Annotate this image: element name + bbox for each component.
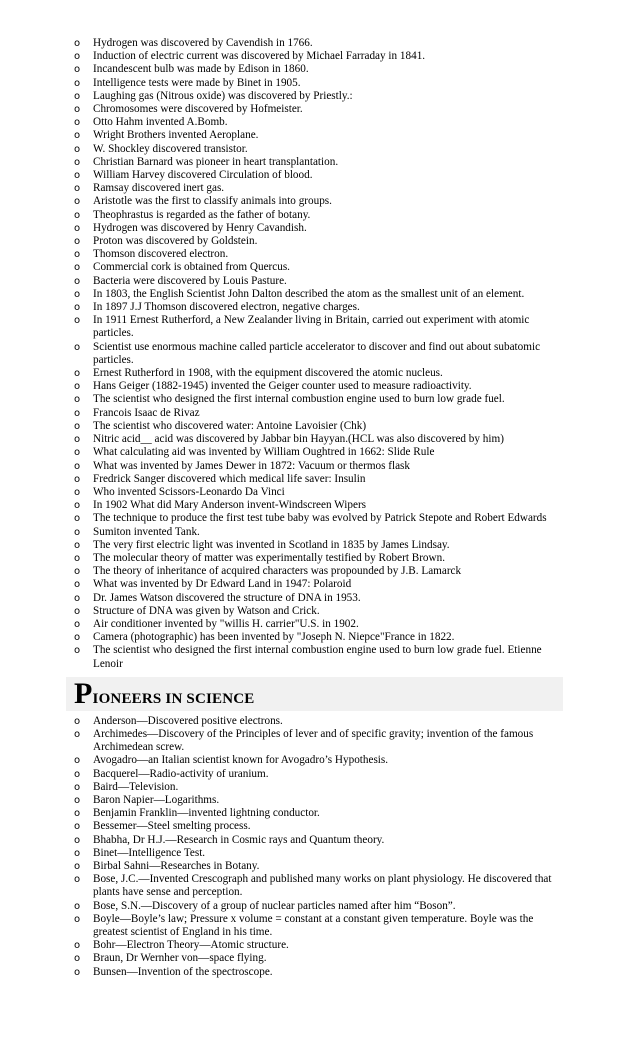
- bullet-icon: o: [74, 262, 81, 274]
- list-item: [74, 794, 560, 807]
- list-item: [74, 913, 560, 939]
- bullet-icon: o: [74, 368, 81, 380]
- list-item-text: Fredrick Sanger discovered which medical life saver: Insulin: [93, 472, 366, 485]
- list-item-text: Camera (photographic) has been invented by "Joseph N. Niepce"France in 1822.: [93, 631, 455, 644]
- bullet-icon: o: [74, 170, 81, 182]
- list-item: [74, 715, 560, 728]
- list-item: [74, 380, 560, 393]
- list-item: [74, 143, 560, 156]
- list-item-text: The molecular theory of matter was experimentally testified by Robert Brown.: [93, 551, 445, 564]
- list-item-text: Ramsay discovered inert gas.: [93, 182, 225, 195]
- list-item-text: Avogadro—an Italian scientist known for Avogadro’s Hypothesis.: [93, 754, 389, 767]
- bullet-icon: o: [74, 913, 81, 925]
- list-item-text: Ernest Rutherford in 1908, with the equipment discovered the atomic nucleus.: [93, 367, 443, 380]
- bullet-icon: o: [74, 605, 81, 617]
- list-item-text: Bunsen—Invention of the spectroscope.: [93, 965, 273, 978]
- bullet-icon: o: [74, 728, 81, 740]
- bullet-icon: o: [74, 794, 81, 806]
- bullet-icon: o: [74, 341, 81, 353]
- heading-rest: IONEERS IN SCIENCE: [92, 690, 255, 707]
- list-item-text: Incandescent bulb was made by Edison in 1860.: [93, 63, 309, 76]
- list-item-text: What was invented by James Dewer in 1872: Vacuum or thermos flask: [93, 459, 411, 472]
- list-item-text: Dr. James Watson discovered the structure of DNA in 1953.: [93, 591, 361, 604]
- list-item-text: Christian Barnard was pioneer in heart transplantation.: [93, 155, 339, 168]
- list-item: [74, 952, 560, 965]
- list-item-text: Proton was discovered by Goldstein.: [93, 235, 258, 248]
- list-item-text: The scientist who designed the first internal combustion engine used to burn low grade fuel. Etienne Lenoir: [93, 644, 542, 670]
- list-item-text: Braun, Dr Wernher von—space flying.: [93, 952, 267, 965]
- list-item-text: Wright Brothers invented Aeroplane.: [93, 129, 259, 142]
- list-item: [74, 156, 560, 169]
- list-item-text: In 1902 What did Mary Anderson invent-Windscreen Wipers: [93, 499, 367, 512]
- list-item: [74, 834, 560, 847]
- bullet-icon: o: [74, 51, 81, 63]
- list-item-text: Baird—Television.: [93, 780, 179, 793]
- list-item: [74, 578, 560, 591]
- list-item: [74, 63, 560, 76]
- list-item-text: Structure of DNA was given by Watson and Crick.: [93, 604, 320, 617]
- list-item-text: Hydrogen was discovered by Henry Cavandish.: [93, 221, 307, 234]
- list-item-text: Boyle—Boyle’s law; Pressure x volume = constant at a constant given temperature. Boyle was the greatest scientist of England in his time.: [93, 912, 534, 938]
- bullet-icon: o: [74, 183, 81, 195]
- list-item: [74, 182, 560, 195]
- list-item-text: Hans Geiger (1882-1945) invented the Geiger counter used to measure radioactivity.: [93, 380, 472, 393]
- list-item: [74, 103, 560, 116]
- list-item: [74, 169, 560, 182]
- list-item-text: Sumiton invented Tank.: [93, 525, 200, 538]
- list-item-text: Bhabha, Dr H.J.—Research in Cosmic rays and Quantum theory.: [93, 833, 385, 846]
- bullet-icon: o: [74, 447, 81, 459]
- list-item-text: Baron Napier—Logarithms.: [93, 793, 220, 806]
- list-item: [74, 341, 560, 367]
- bullet-icon: o: [74, 64, 81, 76]
- list-item-text: Bose, J.C.—Invented Crescograph and published many works on plant physiology. He discovered that plants have sense and perception.: [93, 873, 552, 899]
- list-item: [74, 288, 560, 301]
- list-item-text: The technique to produce the first test tube baby was evolved by Patrick Stepote and Robert Edwards: [93, 512, 547, 525]
- list-item: [74, 50, 560, 63]
- list-item-text: Intelligence tests were made by Binet in 1905.: [93, 76, 301, 89]
- list-item: [74, 473, 560, 486]
- list-item: [74, 77, 560, 90]
- bullet-icon: o: [74, 288, 81, 300]
- list-item: [74, 235, 560, 248]
- list-item-text: Laughing gas (Nitrous oxide) was discovered by Priestly.:: [93, 89, 353, 102]
- bullet-icon: o: [74, 808, 81, 820]
- bullet-icon: o: [74, 486, 81, 498]
- bullet-icon: o: [74, 953, 81, 965]
- list-item-text: In 1897 J.J Thomson discovered electron, negative charges.: [93, 301, 360, 314]
- list-item-text: Induction of electric current was discovered by Michael Farraday in 1841.: [93, 50, 426, 63]
- bullet-icon: o: [74, 552, 81, 564]
- list-item: [74, 820, 560, 833]
- bullet-icon: o: [74, 222, 81, 234]
- bullet-icon: o: [74, 434, 81, 446]
- list-item-text: Thomson discovered electron.: [93, 248, 229, 261]
- list-item: [74, 275, 560, 288]
- list-item: [74, 847, 560, 860]
- bullet-icon: o: [74, 860, 81, 872]
- bullet-icon: o: [74, 302, 81, 314]
- list-item: [74, 446, 560, 459]
- bullet-icon: o: [74, 196, 81, 208]
- bullet-icon: o: [74, 834, 81, 846]
- list-item: [74, 116, 560, 129]
- list-item-text: Francois Isaac de Rivaz: [93, 406, 200, 419]
- bullet-icon: o: [74, 209, 81, 221]
- list-item-text: Otto Hahm invented A.Bomb.: [93, 116, 228, 129]
- list-item: [74, 966, 560, 979]
- bullet-icon: o: [74, 420, 81, 432]
- list-item-text: Anderson—Discovered positive electrons.: [93, 714, 283, 727]
- list-item-text: William Harvey discovered Circulation of blood.: [93, 169, 313, 182]
- list-item: [74, 314, 560, 340]
- bullet-icon: o: [74, 847, 81, 859]
- bullet-icon: o: [74, 874, 81, 886]
- bullet-icon: o: [74, 143, 81, 155]
- list-item: [74, 605, 560, 618]
- list-item-text: Hydrogen was discovered by Cavendish in 1766.: [93, 37, 313, 49]
- list-item-text: Benjamin Franklin—invented lightning conductor.: [93, 807, 320, 820]
- list-item: [74, 129, 560, 142]
- list-item-text: Air conditioner invented by "willis H. carrier"U.S. in 1902.: [93, 617, 359, 630]
- list-item-text: Birbal Sahni—Researches in Botany.: [93, 859, 260, 872]
- bullet-icon: o: [74, 90, 81, 102]
- bullet-icon: o: [74, 579, 81, 591]
- list-item-text: Aristotle was the first to classify animals into groups.: [93, 195, 332, 208]
- bullet-icon: o: [74, 513, 81, 525]
- list-item: [74, 486, 560, 499]
- list-item-text: Bacquerel—Radio-activity of uranium.: [93, 767, 269, 780]
- list-item-text: Bacteria were discovered by Louis Pasture.: [93, 274, 287, 287]
- list-item: [74, 565, 560, 578]
- bullet-icon: o: [74, 315, 81, 327]
- list-item-text: Binet—Intelligence Test.: [93, 846, 206, 859]
- bullet-icon: o: [74, 473, 81, 485]
- list-item: [74, 499, 560, 512]
- list-item: [74, 526, 560, 539]
- list-item-text: The theory of inheritance of acquired characters was propounded by J.B. Lamarck: [93, 565, 462, 578]
- list-item: [74, 644, 560, 670]
- list-item: [74, 209, 560, 222]
- bullet-icon: o: [74, 526, 81, 538]
- bullet-icon: o: [74, 236, 81, 248]
- bullet-icon: o: [74, 249, 81, 261]
- bullet-icon: o: [74, 500, 81, 512]
- bullet-icon: o: [74, 104, 81, 116]
- list-item: [74, 407, 560, 420]
- list-item: [74, 592, 560, 605]
- list-item: [74, 873, 560, 899]
- list-item: [74, 90, 560, 103]
- list-item: [74, 860, 560, 873]
- bullet-icon: o: [74, 645, 81, 657]
- list-item-text: Who invented Scissors-Leonardo Da Vinci: [93, 485, 285, 498]
- list-item-text: Theophrastus is regarded as the father of botany.: [93, 208, 311, 221]
- list-item-text: In 1911 Ernest Rutherford, a New Zealander living in Britain, carried out experiment with atomic particles.: [93, 314, 530, 340]
- bullet-icon: o: [74, 715, 81, 727]
- bullet-icon: o: [74, 940, 81, 952]
- bullet-icon: o: [74, 407, 81, 419]
- list-item-text: What was invented by Dr Edward Land in 1947: Polaroid: [93, 578, 352, 591]
- list-item-text: In 1803, the English Scientist John Dalton described the atom as the smallest unit of an element.: [93, 287, 525, 300]
- bullet-icon: o: [74, 966, 81, 978]
- list-item: [74, 393, 560, 406]
- list-item: [74, 222, 560, 235]
- bullet-icon: o: [74, 618, 81, 630]
- list-item: [74, 900, 560, 913]
- bullet-icon: o: [74, 460, 81, 472]
- bullet-icon: o: [74, 117, 81, 129]
- list-item: [74, 728, 560, 754]
- bullet-icon: o: [74, 768, 81, 780]
- list-item-text: W. Shockley discovered transistor.: [93, 142, 248, 155]
- bullet-icon: o: [74, 900, 81, 912]
- list-item-text: Bessemer—Steel smelting process.: [93, 820, 251, 833]
- bullet-icon: o: [74, 38, 81, 49]
- list-item-text: Nitric acid__ acid was discovered by Jabbar bin Hayyan.(HCL was also discovered by him): [93, 433, 504, 446]
- heading-initial: P: [74, 676, 93, 710]
- bullet-icon: o: [74, 381, 81, 393]
- list-item: [74, 631, 560, 644]
- list-item-text: The scientist who discovered water: Antoine Lavoisier (Chk): [93, 419, 367, 432]
- list-item: [74, 552, 560, 565]
- list-item: [74, 618, 560, 631]
- list-item-text: Archimedes—Discovery of the Principles of lever and of specific gravity; invention of the famous Archimedean screw.: [93, 727, 534, 754]
- bullet-icon: o: [74, 821, 81, 833]
- bullet-icon: o: [74, 781, 81, 793]
- list-item: [74, 754, 560, 767]
- pioneers-list: [0, 715, 560, 979]
- list-item: [74, 420, 560, 433]
- list-item: [74, 807, 560, 820]
- list-item: [74, 367, 560, 380]
- list-item: [74, 37, 560, 50]
- bullet-icon: o: [74, 275, 81, 287]
- list-item-text: Bose, S.N.—Discovery of a group of nuclear particles named after him “Boson”.: [93, 899, 456, 912]
- list-item-text: Commercial cork is obtained from Quercus.: [93, 261, 290, 274]
- list-item-text: Bohr—Electron Theory—Atomic structure.: [93, 939, 289, 952]
- list-item-text: Chromosomes were discovered by Hofmeister.: [93, 103, 303, 116]
- list-item: [74, 301, 560, 314]
- list-item: [74, 195, 560, 208]
- list-item: [74, 539, 560, 552]
- list-item: [74, 512, 560, 525]
- list-item-text: The scientist who designed the first internal combustion engine used to burn low grade fuel.: [93, 393, 505, 406]
- section-heading: [74, 676, 255, 710]
- list-item: [74, 939, 560, 952]
- list-item: [74, 433, 560, 446]
- bullet-icon: o: [74, 77, 81, 89]
- list-item: [74, 248, 560, 261]
- list-item: [74, 768, 560, 781]
- bullet-icon: o: [74, 592, 81, 604]
- bullet-icon: o: [74, 156, 81, 168]
- bullet-icon: o: [74, 632, 81, 644]
- bullet-icon: o: [74, 130, 81, 142]
- list-item: [74, 781, 560, 794]
- discoveries-list: [0, 37, 560, 671]
- bullet-icon: o: [74, 539, 81, 551]
- list-item: [74, 261, 560, 274]
- section-heading-bar: [66, 677, 563, 711]
- bullet-icon: o: [74, 394, 81, 406]
- list-item-text: What calculating aid was invented by William Oughtred in 1662: Slide Rule: [93, 446, 435, 459]
- list-item: [74, 460, 560, 473]
- list-item-text: Scientist use enormous machine called particle accelerator to discover and find out about subatomic particles.: [93, 340, 541, 366]
- bullet-icon: o: [74, 755, 81, 767]
- list-item-text: The very first electric light was invented in Scotland in 1835 by James Lindsay.: [93, 538, 450, 551]
- bullet-icon: o: [74, 566, 81, 578]
